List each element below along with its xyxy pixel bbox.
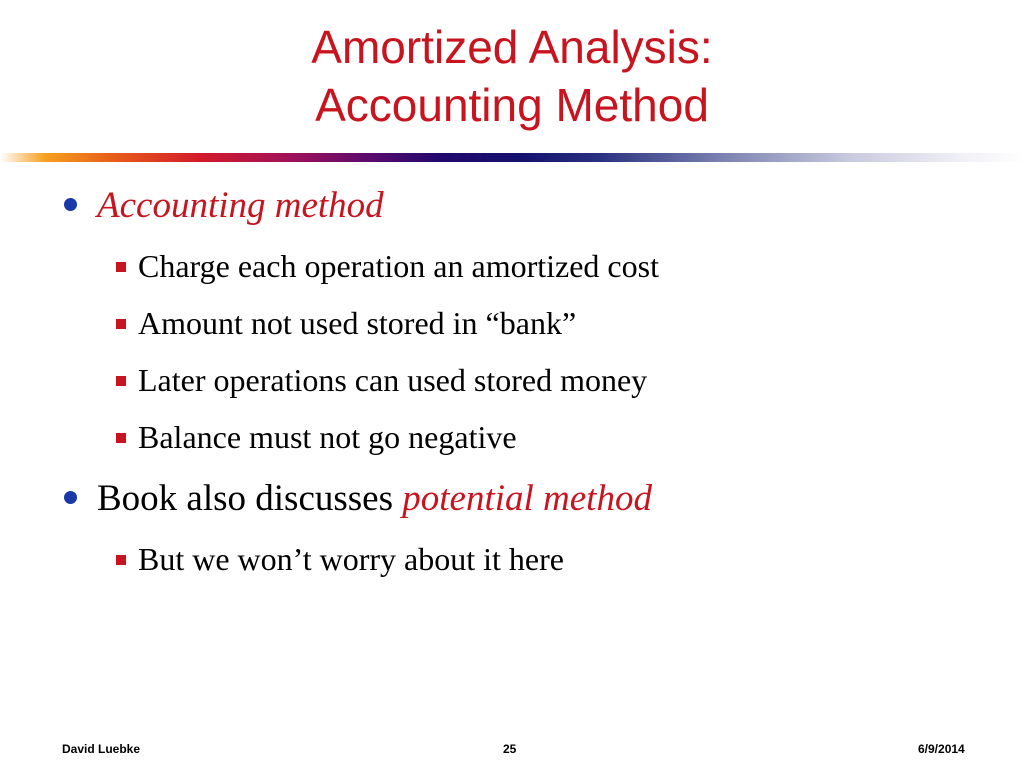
sub-bullet-text: Charge each operation an amortized cost [138, 248, 659, 284]
sub-bullet-text: Amount not used stored in “bank” [138, 305, 577, 341]
footer-page-number: 25 [503, 742, 517, 756]
square-bullet-icon [116, 262, 126, 272]
sub-bullet [116, 248, 659, 285]
square-bullet-icon [116, 376, 126, 386]
footer-author: David Luebke [62, 742, 141, 756]
footer-date: 6/9/2014 [918, 742, 965, 756]
bullet-text-emphasis: potential method [402, 478, 652, 519]
title-line-1: Amortized Analysis: [311, 21, 713, 73]
sub-bullet [116, 419, 517, 456]
square-bullet-icon [116, 555, 126, 565]
sub-bullet [116, 541, 564, 578]
bullet-text-plain: Book also discusses [97, 478, 403, 519]
round-bullet-icon [64, 491, 77, 504]
square-bullet-icon [116, 433, 126, 443]
square-bullet-icon [116, 319, 126, 329]
bullet-book-discusses [64, 477, 652, 520]
sub-bullet [116, 305, 576, 342]
sub-bullet-text: But we won’t worry about it here [138, 541, 564, 577]
bullet-accounting-method [64, 184, 384, 227]
round-bullet-icon [64, 198, 77, 211]
title-divider-gradient [0, 153, 1024, 162]
sub-bullet-text: Later operations can used stored money [138, 362, 648, 398]
title-line-2: Accounting Method [315, 79, 709, 131]
sub-bullet [116, 362, 647, 399]
sub-bullet-text: Balance must not go negative [138, 419, 517, 455]
bullet-text: Accounting method [97, 185, 384, 226]
slide-title [0, 18, 1024, 134]
